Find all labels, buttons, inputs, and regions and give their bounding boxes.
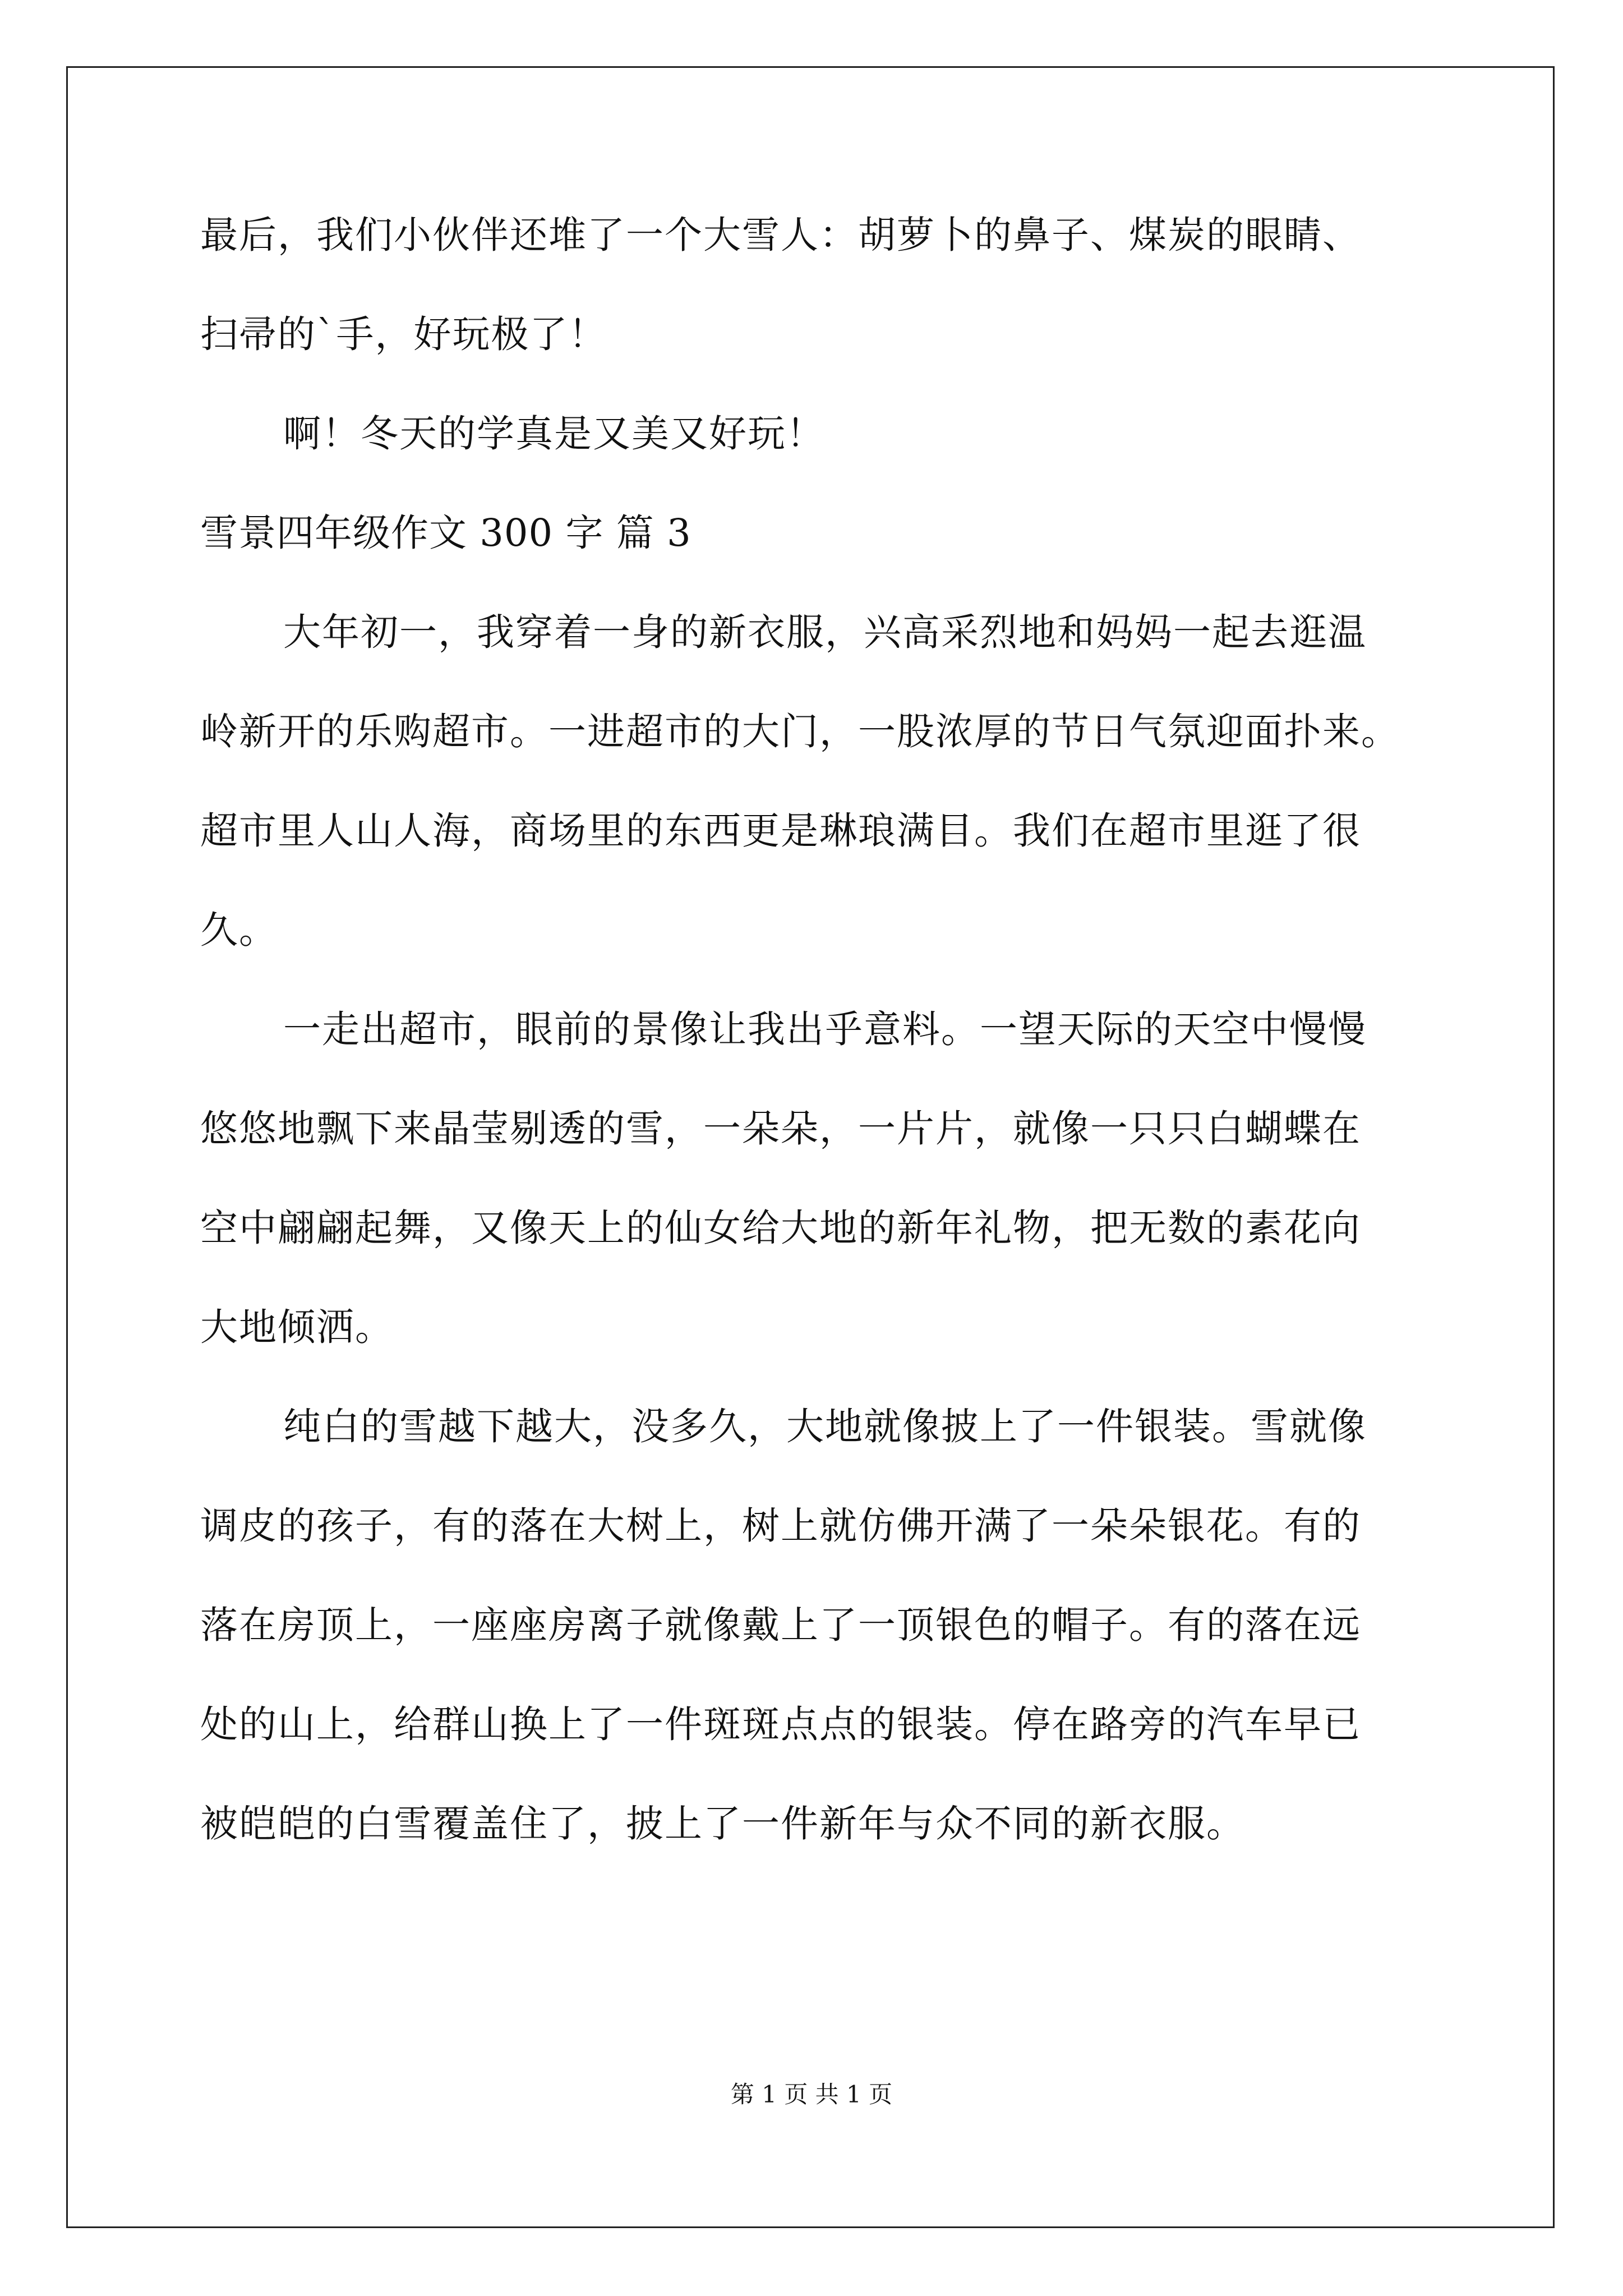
paragraph <box>200 610 1456 952</box>
text-line: 最后，我们小伙伴还堆了一个大雪人：胡萝卜的鼻子、煤炭的眼睛、 <box>200 213 1361 257</box>
text-line: 大地倾洒。 <box>200 1305 394 1349</box>
document-body <box>200 215 1456 1903</box>
page-footer: 第 1 页 共 1 页 <box>730 2081 893 2108</box>
text-line: 空中翩翩起舞，又像天上的仙女给大地的新年礼物，把无数的素花向 <box>200 1206 1361 1250</box>
text-line: 扫帚的`手，好玩极了！ <box>200 312 607 356</box>
text-line: 一走出超市，眼前的景像让我出乎意料。一望天际的天空中慢慢 <box>283 1007 1367 1051</box>
text-line: 久。 <box>200 908 278 952</box>
section-heading <box>200 513 1456 553</box>
paragraph <box>200 1405 1456 1846</box>
text-line: 岭新开的乐购超市。一进超市的大门，一股浓厚的节日气氛迎面扑来。 <box>200 710 1400 753</box>
paragraph <box>200 414 1456 453</box>
text-line: 调皮的孩子，有的落在大树上，树上就仿佛开满了一朵朵银花。有的 <box>200 1504 1361 1548</box>
text-line: 纯白的雪越下越大，没多久，大地就像披上了一件银装。雪就像 <box>283 1405 1367 1448</box>
paragraph <box>200 1007 1456 1349</box>
text-line: 超市里人山人海，商场里的东西更是琳琅满目。我们在超市里逛了很 <box>200 809 1361 853</box>
text-line: 落在房顶上，一座座房离子就像戴上了一顶银色的帽子。有的落在远 <box>200 1603 1361 1647</box>
heading-text: 雪景四年级作文 300 字 篇 3 <box>200 511 691 555</box>
text-line: 悠悠地飘下来晶莹剔透的雪，一朵朵，一片片，就像一只只白蝴蝶在 <box>200 1107 1361 1151</box>
text-line: 啊！冬天的学真是又美又好玩！ <box>283 412 825 455</box>
text-line: 处的山上，给群山换上了一件斑斑点点的银装。停在路旁的汽车早已 <box>200 1703 1361 1746</box>
text-line: 被皑皑的白雪覆盖住了，披上了一件新年与众不同的新衣服。 <box>200 1802 1245 1846</box>
text-line: 大年初一，我穿着一身的新衣服，兴高采烈地和妈妈一起去逛温 <box>283 610 1367 654</box>
paragraph <box>200 215 1456 354</box>
